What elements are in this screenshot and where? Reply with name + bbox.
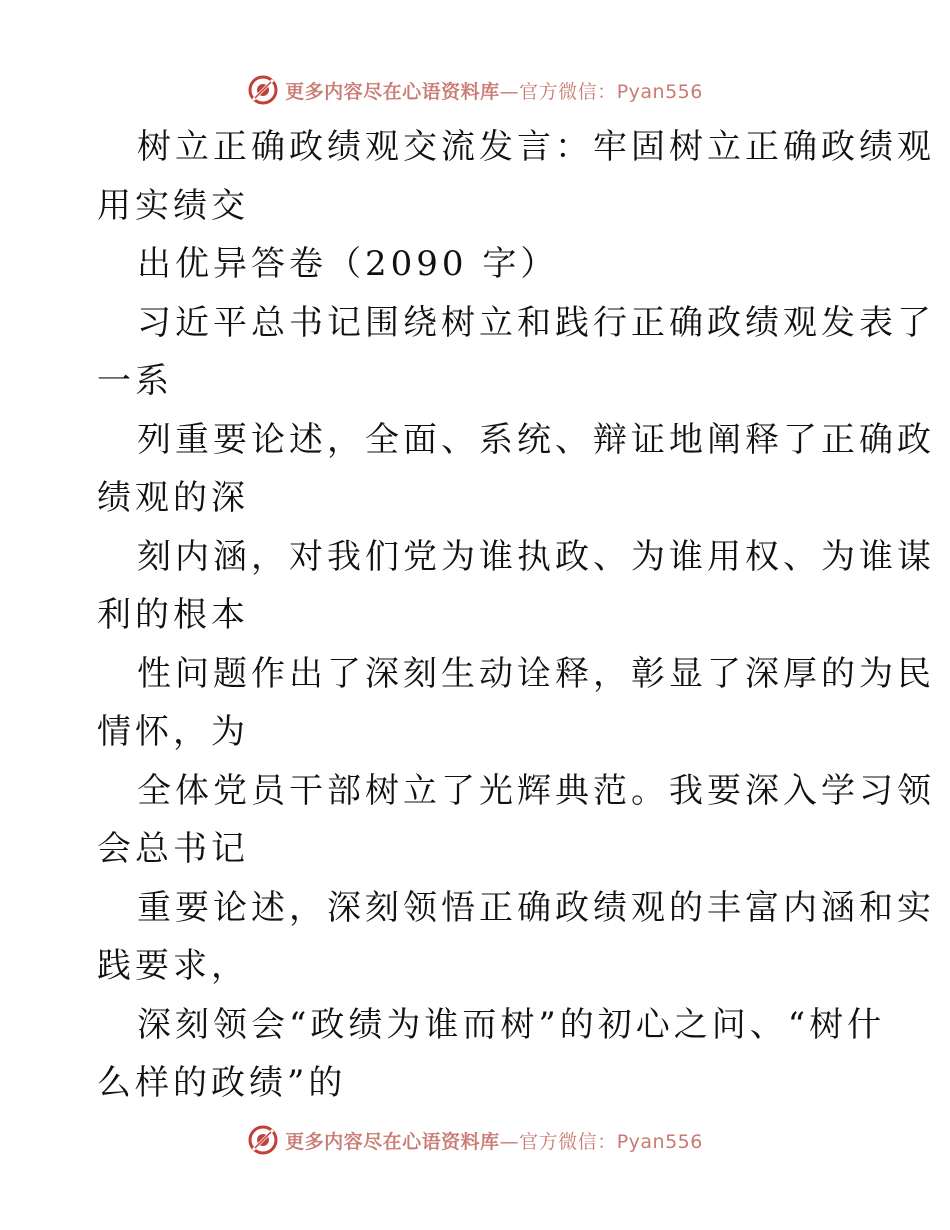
footer-watermark bbox=[0, 1120, 950, 1160]
brand-logo-icon bbox=[247, 1124, 279, 1156]
watermark-text bbox=[285, 1127, 703, 1154]
header-watermark bbox=[0, 70, 950, 110]
text-line: 情怀，为 bbox=[97, 712, 249, 752]
text-line: 绩观的深 bbox=[97, 478, 249, 518]
watermark-official: 官方微信： bbox=[519, 80, 617, 103]
watermark-main: 更多内容尽在心语资料库 bbox=[285, 80, 500, 103]
watermark-dash: — bbox=[499, 80, 520, 103]
text-line: 利的根本 bbox=[97, 595, 249, 635]
watermark-text bbox=[285, 77, 703, 104]
text-line: 树立正确政绩观交流发言：牢固树立正确政绩观 bbox=[137, 127, 935, 167]
text-line: 一系 bbox=[97, 361, 173, 401]
brand-logo-icon bbox=[247, 74, 279, 106]
text-line: 会总书记 bbox=[97, 829, 249, 869]
watermark-dash: — bbox=[499, 1130, 520, 1153]
watermark-wechat-id: Pyan556 bbox=[616, 1130, 703, 1153]
text-line: 出优异答卷（2090 字） bbox=[137, 244, 559, 284]
text-line: 性问题作出了深刻生动诠释，彰显了深厚的为民 bbox=[137, 653, 935, 694]
text-line: 列重要论述，全面、系统、辩证地阐释了正确政 bbox=[137, 419, 935, 460]
text-line: 用实绩交 bbox=[97, 185, 249, 226]
text-line: 么样的政绩”的 bbox=[97, 1063, 347, 1103]
watermark-main: 更多内容尽在心语资料库 bbox=[285, 1130, 500, 1153]
text-line: 践要求， bbox=[97, 946, 249, 986]
watermark-wechat-id: Pyan556 bbox=[616, 80, 703, 103]
text-line: 重要论述，深刻领悟正确政绩观的丰富内涵和实 bbox=[137, 887, 935, 928]
text-line: 深刻领会“政绩为谁而树”的初心之问、“树什 bbox=[137, 1004, 886, 1045]
watermark-official: 官方微信： bbox=[519, 1130, 617, 1153]
text-line: 全体党员干部树立了光辉典范。我要深入学习领 bbox=[137, 770, 935, 811]
text-line: 习近平总书记围绕树立和践行正确政绩观发表了 bbox=[137, 302, 935, 343]
text-line: 刻内涵，对我们党为谁执政、为谁用权、为谁谋 bbox=[137, 536, 935, 577]
document-body bbox=[97, 118, 935, 1113]
